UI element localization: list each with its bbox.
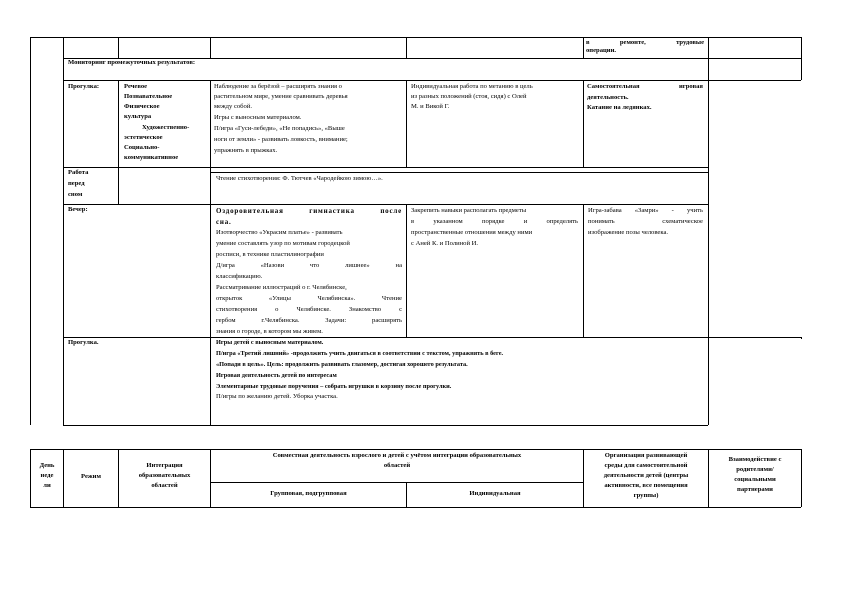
individual-line: с Аней К. и Полиной И. [411, 240, 479, 247]
header-interaction-line: родителями/ [736, 466, 774, 473]
group-line: Игры с выносным материалом. [214, 114, 302, 121]
group-line: ноги от земли» - развивать ловкость, внимание; [214, 136, 348, 143]
header-interaction-line: Взаимодействие с [728, 456, 782, 463]
group-line: упражнять в прыжках. [214, 147, 278, 154]
upper-individual-left-border-3 [406, 204, 407, 337]
env-line: деятельность. [587, 94, 629, 101]
header-interaction-line: социальными [734, 476, 776, 483]
header-right-border [801, 449, 802, 507]
walk2-line: «Попади в цель». Цель: продолжить развивать глазомер, достигая хорошего результата. [216, 361, 468, 368]
group-line: П/игра «Гуси-лебеди», «Не попадись», «Выше [214, 125, 345, 132]
group-line: Наблюдение за берёзой – расширять знания о [214, 83, 342, 90]
upper-regime-left-border [63, 37, 64, 425]
header-day-line: День [39, 462, 55, 469]
sleep-label-line: перед [68, 180, 85, 187]
individual-line: М. и Викой Г. [411, 103, 450, 110]
area-item: Речевое [124, 83, 148, 90]
header-integration-line: областей [151, 482, 178, 489]
group-line: стихотворения о Челябинске. Знакомство с [216, 306, 402, 313]
header-integration-line: образовательных [138, 472, 191, 479]
header-regime: Режим [81, 473, 101, 480]
sleep-label-line: сном [68, 191, 83, 198]
group-line: сна. [216, 218, 232, 226]
upper-monitoring-bottom-border [63, 80, 801, 81]
monitoring-heading: Мониторинг промежуточных результатов: [68, 59, 196, 66]
individual-line: из разных положений (стоя, сидя) с Олей [411, 93, 527, 100]
individual-line: пространственные отношения между ними [411, 229, 533, 236]
individual-line: Индивидуальная работа по метанию в цель [411, 83, 533, 90]
group-line: между собой. [214, 103, 253, 110]
header-env-line: деятельности детей (центры [603, 472, 689, 479]
walk2-label: Прогулка. [68, 339, 99, 346]
walk2-line: Игры детей с выносным материалом. [216, 339, 324, 346]
env-continuation-line-2: операции. [586, 47, 617, 54]
header-individual-column: Индивидуальная [469, 490, 521, 497]
header-subheader-border [210, 482, 583, 483]
upper-table-top-border [30, 37, 801, 38]
area-item: Художественно- [142, 124, 190, 131]
group-line: Д/игра «Назови что лишнее» на [216, 262, 402, 269]
upper-evening-bottom-border [63, 337, 801, 338]
upper-individual-left-border-2 [406, 80, 407, 167]
group-line: Оздоровительная гимнастика после [216, 207, 402, 215]
header-env-line: активности, все помещения [604, 482, 688, 489]
group-line: росписи, в технике пластилинографии [216, 251, 324, 258]
area-item: Физическое [124, 103, 160, 110]
sleep-content: Чтение стихотворения: Ф. Тютчев «Чародейкою зимою…». [216, 175, 383, 182]
walk2-line: Элементарные трудовые поручения – собрать игрушки в корзину после прогулки. [216, 383, 452, 390]
upper-group-left-border-2 [210, 80, 211, 425]
upper-row1-divider-a [118, 37, 119, 58]
upper-env-left-border-3 [583, 204, 584, 337]
walk-label: Прогулка: [68, 83, 100, 90]
header-joint-line: областей [383, 462, 411, 469]
upper-individual-left-border [406, 37, 407, 58]
area-item: коммуникативное [124, 154, 179, 161]
env-line: понимать схематическое [588, 218, 703, 225]
walk2-line: П/игра «Третий лишний» -продолжить учить двигаться в соответствии с текстом, упражнять в беге. [216, 350, 504, 357]
upper-walk-bottom-border [63, 167, 708, 168]
header-day-line: неде [40, 472, 54, 479]
individual-line: в указанном порядке и определять [411, 218, 578, 225]
group-line: классификацию. [216, 273, 263, 280]
upper-env-left-border [583, 37, 584, 58]
header-interaction-line: партнерами [737, 486, 773, 493]
group-line: открыток «Улицы Челябинска». Чтение [216, 295, 402, 302]
upper-right-outer-border [801, 37, 802, 80]
env-line: изображение позы человека. [588, 229, 669, 236]
group-line: гербом г.Челябинска. Задачи: расширять [216, 317, 402, 324]
header-env-line: группы) [633, 492, 659, 499]
env-continuation-line-1: в ремонте, трудовые [586, 39, 704, 46]
header-env-line: Организация развивающей [604, 452, 688, 459]
upper-group-left-border [210, 37, 211, 58]
area-item: эстетическое [124, 134, 163, 141]
header-group-column: Групповая, подгрупповая [270, 490, 347, 497]
header-integration-line: Интеграция [146, 462, 183, 469]
env-line: Катание на ледянках. [587, 104, 652, 111]
group-line: Изотворчество «Украсим платье» - развивать [216, 229, 343, 236]
header-table-bottom-border [30, 507, 801, 508]
group-line: знания о городе, в котором мы живем. [216, 328, 323, 335]
header-env-line: среды для самостоятельной [604, 462, 688, 469]
upper-left-outer-border [30, 37, 31, 425]
walk2-line: П/игры по желанию детей. Уборка участка. [216, 393, 338, 400]
env-line: Самостоятельная игровая [587, 83, 703, 90]
area-item: Социально- [124, 144, 160, 151]
area-item: культура [124, 113, 152, 120]
header-day-line: ли [43, 482, 51, 489]
area-item: Познавательное [124, 93, 173, 100]
walk2-line: Игровая деятельность детей по интересам [216, 372, 337, 379]
upper-interaction-left-border [708, 37, 709, 425]
upper-integration-divider [118, 80, 119, 204]
upper-sleep-inner-border [210, 172, 708, 173]
env-line: Игра-забава «Замри» - учить [588, 207, 703, 214]
header-table-top-border [30, 449, 801, 450]
group-line: умение составлять узор по мотивам городецкой [216, 240, 350, 247]
group-line: Рассматривание иллюстраций о г. Челябинске, [216, 284, 347, 291]
upper-table-bottom-border [63, 425, 708, 426]
upper-sleep-bottom-border [63, 204, 708, 205]
header-joint-line: Совместная деятельность взрослого и детей с учётом интеграции образовательных [272, 452, 522, 459]
upper-right-outer-border-2 [801, 337, 802, 339]
group-line: растительном мире, умение сравнивать деревья [214, 93, 348, 100]
individual-line: Закрепить навыки располагать предметы [411, 207, 527, 214]
upper-env-left-border-2 [583, 80, 584, 167]
evening-label: Вечер: [68, 206, 88, 213]
sleep-label-line: Работа [68, 169, 89, 176]
